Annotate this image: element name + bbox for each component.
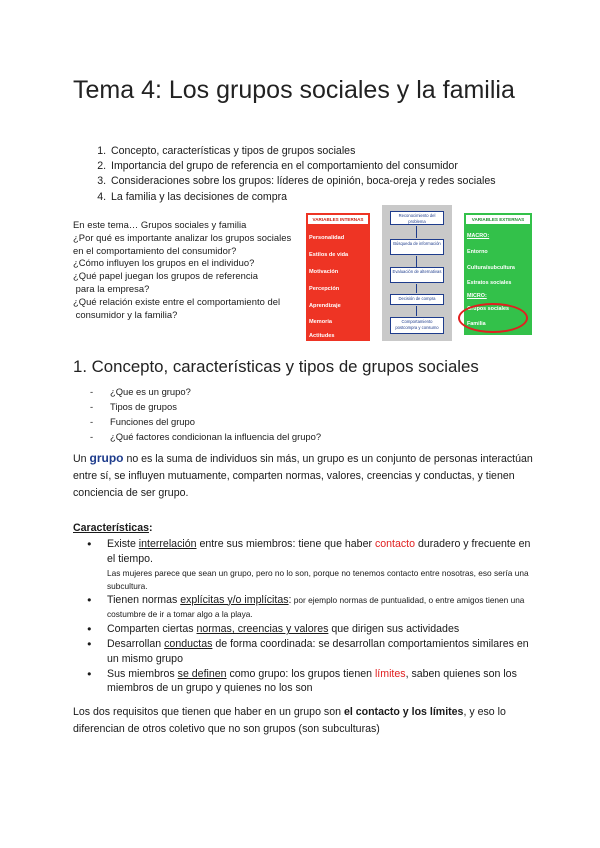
internal-variables-header: VARIABLES INTERNAS (308, 215, 368, 224)
question-item: - ¿Qué factores condicionan la influencia del grupo? (90, 429, 321, 444)
intro-line: para la empresa? (73, 282, 150, 294)
char-text: Desarrollan (107, 637, 165, 650)
arrow-down-icon (416, 226, 417, 238)
char-key: explícitas y/o implícitas (180, 593, 289, 606)
intro-line: en el comportamiento del consumidor? (73, 244, 237, 256)
characteristic-item (73, 667, 533, 697)
consumer-behaviour-diagram (306, 205, 546, 345)
internal-variable: Motivación (309, 269, 339, 275)
characteristic-item (73, 537, 533, 593)
process-step: Evaluación de alternativas (390, 267, 444, 283)
intro-questions (73, 219, 303, 321)
topic-item: 4. La familia y las decisiones de compra (109, 190, 569, 205)
char-key: conductas (164, 637, 213, 650)
process-step: Comportamiento postcompra y consumo (390, 317, 444, 334)
characteristics-title-text: Características (73, 522, 149, 534)
intro-line: ¿Qué papel juegan los grupos de referencia (73, 270, 259, 282)
question-item: - Funciones del grupo (90, 414, 321, 429)
closing-text: Los dos requisitos que tienen que haber en un grupo son (73, 706, 344, 718)
intro-line: ¿Qué relación existe entre el comportamiento del (73, 295, 281, 307)
page-title: Tema 4: Los grupos sociales y la familia (73, 76, 515, 104)
section-questions (90, 384, 321, 444)
group-definition (73, 450, 533, 502)
char-highlight: contacto (374, 538, 416, 550)
external-variable: Cultura/subcultura (467, 265, 515, 271)
char-note: por ejemplo normas de puntualidad, o entre amigos tienen una costumbre de ir a tomar algo a la playa. (107, 594, 525, 620)
topic-item: 3. Consideraciones sobre los grupos: líderes de opinión, boca-oreja y redes sociales (109, 174, 569, 189)
char-text: entre sus miembros: tiene que haber (196, 538, 375, 550)
process-step: Decisión de compra (390, 294, 444, 305)
question-item: - ¿Que es un grupo? (90, 384, 321, 399)
internal-variable: Actitudes (309, 333, 335, 339)
characteristics-title: Características: (73, 522, 153, 534)
process-step: Búsqueda de información (390, 239, 444, 255)
closing-paragraph (73, 704, 533, 738)
characteristics-list (73, 537, 533, 696)
char-text: Sus miembros (107, 667, 178, 680)
topic-item: 2. Importancia del grupo de referencia en el comportamiento del consumidor (109, 159, 569, 174)
question-item: - Tipos de grupos (90, 399, 321, 414)
closing-bold: el contacto y los límites (343, 706, 464, 718)
char-key: se definen (177, 667, 227, 680)
char-text: , saben quienes son los miembros de un grupo y quienes no los son (107, 667, 517, 695)
highlight-ellipse (458, 303, 528, 333)
external-variable: Familia (467, 321, 486, 327)
process-step: Reconocimiento del problema (390, 211, 444, 225)
internal-variable: Aprendizaje (309, 303, 341, 309)
char-note: Las mujeres parece que sean un grupo, pero no lo son, porque no tenemos contacto entre nosotras, eso sería una subcultura. (107, 567, 529, 591)
char-text: : (288, 593, 292, 606)
external-variable: Grupos sociales (467, 306, 509, 312)
external-variable-group: MICRO: (467, 293, 487, 299)
definition-text: no es la suma de individuos sin más, un grupo es un conjunto de personas interactúan entre sí, se influyen mutuamente, comparten normas, valores, creencias y conductas, y tienen conciencia de ser grupo. (73, 453, 533, 499)
internal-variable: Memoria (309, 319, 333, 325)
arrow-down-icon (416, 306, 417, 316)
char-highlight: límites (374, 667, 406, 680)
char-text: Existe (107, 538, 139, 550)
decision-process-box (382, 205, 452, 341)
intro-line: consumidor y la familia? (73, 308, 178, 320)
external-variables-header: VARIABLES EXTERNAS (466, 215, 530, 224)
topic-list (87, 144, 569, 205)
char-text: Comparten ciertas (107, 623, 197, 636)
intro-line: ¿Por qué es importante analizar los grupos sociales (73, 231, 292, 243)
topic-item: 1. Concepto, características y tipos de grupos sociales (109, 144, 569, 159)
char-text: como grupo: los grupos tienen (226, 667, 375, 680)
char-text: duradero y frecuente en el tiempo. (107, 538, 531, 565)
keyword-grupo: grupo (89, 451, 124, 465)
characteristic-item (73, 637, 533, 667)
char-key: interrelación (138, 538, 197, 550)
arrow-down-icon (416, 284, 417, 293)
definition-text: Un (73, 453, 90, 465)
section-heading: 1. Concepto, características y tipos de grupos sociales (73, 357, 479, 376)
internal-variables-box (306, 213, 370, 341)
internal-variable: Personalidad (309, 235, 345, 241)
closing-text: , y eso lo diferencian de otros coletivo que no son grupos (son subculturas) (73, 706, 506, 735)
char-text: de forma coordinada: se desarrollan comportamientos similares en un mismo grupo (107, 637, 529, 665)
char-text: Tienen normas (107, 593, 181, 606)
intro-line: En este tema… Grupos sociales y familia (73, 219, 247, 230)
external-variable: Entorno (467, 249, 488, 255)
characteristic-item (73, 622, 533, 637)
characteristic-item (73, 593, 533, 623)
char-text: que dirigen sus actividades (328, 623, 460, 636)
internal-variable: Percepción (309, 286, 340, 292)
internal-variable: Estilos de vida (309, 252, 349, 258)
external-variable-group: MACRO: (467, 233, 490, 239)
intro-line: ¿Cómo influyen los grupos en el individuo? (73, 257, 255, 269)
char-key: normas, creencias y valores (196, 623, 329, 636)
external-variable: Estratos sociales (467, 280, 512, 286)
